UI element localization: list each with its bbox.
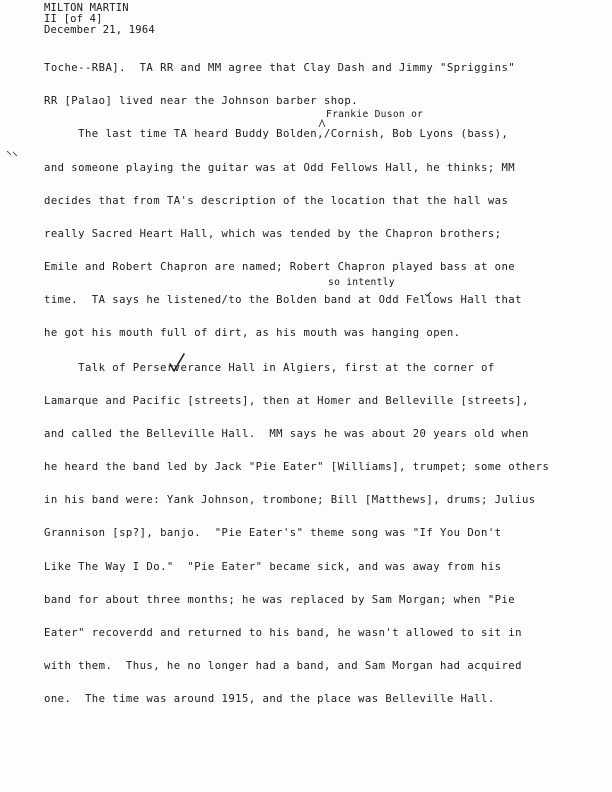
handwritten-check-mark-icon — [168, 352, 186, 374]
text-line: decides that from TA's description of the location that the hall was — [44, 195, 509, 207]
header-date: December 21, 1964 — [44, 24, 155, 36]
text-line: Eater" recoverdd and returned to his band, he wasn't allowed to sit in — [44, 627, 522, 639]
text-line: Lamarque and Pacific [streets], then at Homer and Belleville [streets], — [44, 395, 529, 407]
text-line: Talk of Perserverance Hall in Algiers, first at the corner of — [44, 362, 495, 374]
text-line: and someone playing the guitar was at Odd Fellows Hall, he thinks; MM — [44, 162, 516, 174]
text-line: in his band were: Yank Johnson, trombone; Bill [Matthews], drums; Julius — [44, 494, 536, 506]
text-line: he heard the band led by Jack "Pie Eater" [Williams], trumpet; some others — [44, 461, 550, 473]
insert-frankie-duson: Frankie Duson or — [326, 109, 424, 120]
text-line: and called the Belleville Hall. MM says he was about 20 years old when — [44, 428, 529, 440]
text-line: band for about three months; he was replaced by Sam Morgan; when "Pie — [44, 594, 516, 606]
text-line: The last time TA heard Buddy Bolden,/Cornish, Bob Lyons (bass), — [44, 128, 509, 140]
header-part: II [of 4] — [44, 13, 103, 25]
header-name: MILTON MARTIN — [44, 2, 129, 14]
text-line: Like The Way I Do." "Pie Eater" became sick, and was away from his — [44, 561, 502, 573]
text-line: Grannison [sp?], banjo. "Pie Eater's" theme song was "If You Don't — [44, 527, 502, 539]
text-line: really Sacred Heart Hall, which was tended by the Chapron brothers; — [44, 228, 502, 240]
text-line: Toche--RBA]. TA RR and MM agree that Clay Dash and Jimmy "Spriggins" — [44, 62, 516, 74]
tick-mark-icon — [424, 291, 432, 297]
text-line: with them. Thus, he no longer had a band, and Sam Morgan had acquired — [44, 660, 522, 672]
insert-so-intently: so intently — [328, 277, 395, 288]
text-line: he got his mouth full of dirt, as his mouth was hanging open. — [44, 327, 461, 339]
text-line: RR [Palao] lived near the Johnson barber shop. — [44, 95, 359, 107]
margin-speck-icon — [6, 150, 18, 158]
insertion-caret-icon — [318, 118, 326, 128]
text-line: time. TA says he listened/to the Bolden band at Odd Fellows Hall that — [44, 294, 522, 306]
text-line: Emile and Robert Chapron are named; Robert Chapron played bass at one — [44, 261, 516, 273]
text-line: one. The time was around 1915, and the place was Belleville Hall. — [44, 693, 495, 705]
